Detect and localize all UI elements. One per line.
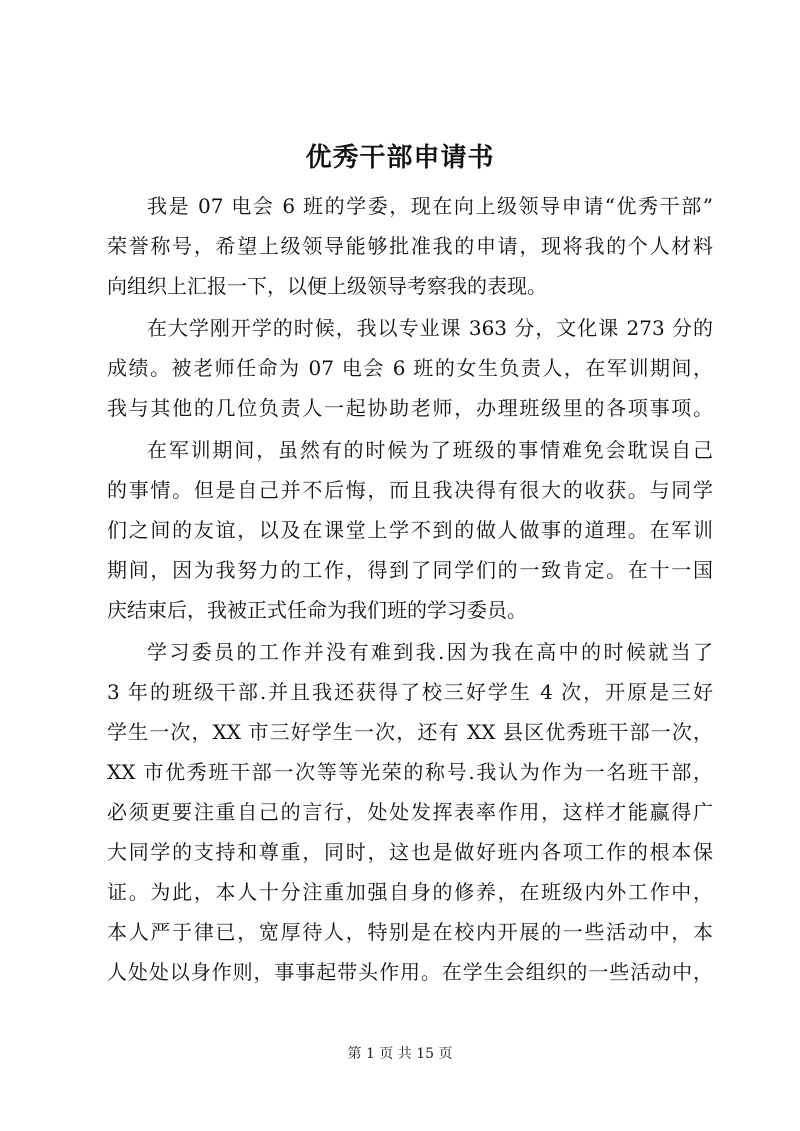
- paragraph-line: 荣誉称号，希望上级领导能够批准我的申请，现将我的个人材料: [107, 234, 713, 258]
- paragraph-line: 庆结束后，我被正式任命为我们班的学习委员。: [107, 598, 527, 622]
- paragraph-line: 本人严于律已，宽厚待人，特别是在校内开展的一些活动中，本: [107, 920, 713, 944]
- paragraph-3: [107, 430, 713, 630]
- paragraph-1: [107, 186, 713, 306]
- paragraph-line: 学生一次，XX 市三好学生一次，还有 XX 县区优秀班干部一次，: [107, 720, 713, 744]
- paragraph-line: 我是 07 电会 6 班的学委，现在向上级领导申请“优秀干部”: [147, 194, 713, 218]
- paragraph-line: 在军训期间，虽然有的时候为了班级的事情难免会耽误自己: [147, 438, 713, 462]
- paragraph-line: 必须更要注重自己的言行，处处发挥表率作用，这样才能赢得广: [107, 800, 713, 824]
- paragraph-line: 我与其他的几位负责人一起协助老师，办理班级里的各项事项。: [107, 396, 713, 420]
- paragraph-line: 证。为此，本人十分注重加强自身的修养，在班级内外工作中，: [107, 880, 713, 904]
- paragraph-line: 人处处以身作则，事事起带头作用。在学生会组织的一些活动中，: [107, 960, 713, 984]
- paragraph-line: 在大学刚开学的时候，我以专业课 363 分，文化课 273 分的: [147, 316, 713, 340]
- document-body: [107, 186, 713, 992]
- paragraph-line: 向组织上汇报一下，以便上级领导考察我的表现。: [107, 274, 547, 298]
- paragraph-4: [107, 632, 713, 992]
- paragraph-line: 成绩。被老师任命为 07 电会 6 班的女生负责人，在军训期间，: [107, 356, 713, 380]
- paragraph-2: [107, 308, 713, 428]
- paragraph-line: 的事情。但是自己并不后悔，而且我决得有很大的收获。与同学: [107, 478, 713, 502]
- document-title: 优秀干部申请书: [305, 143, 495, 173]
- page-number-footer: 第 1 页 共 15 页: [347, 1046, 453, 1062]
- paragraph-line: 们之间的友谊，以及在课堂上学不到的做人做事的道理。在军训: [107, 518, 713, 542]
- paragraph-line: 学习委员的工作并没有难到我.因为我在高中的时候就当了: [147, 640, 713, 664]
- paragraph-line: 期间，因为我努力的工作，得到了同学们的一致肯定。在十一国: [107, 558, 713, 582]
- paragraph-line: 大同学的支持和尊重，同时，这也是做好班内各项工作的根本保: [107, 840, 713, 864]
- paragraph-line: XX 市优秀班干部一次等等光荣的称号.我认为作为一名班干部，: [107, 760, 713, 784]
- paragraph-line: 3 年的班级干部.并且我还获得了校三好学生 4 次，开原是三好: [107, 680, 713, 704]
